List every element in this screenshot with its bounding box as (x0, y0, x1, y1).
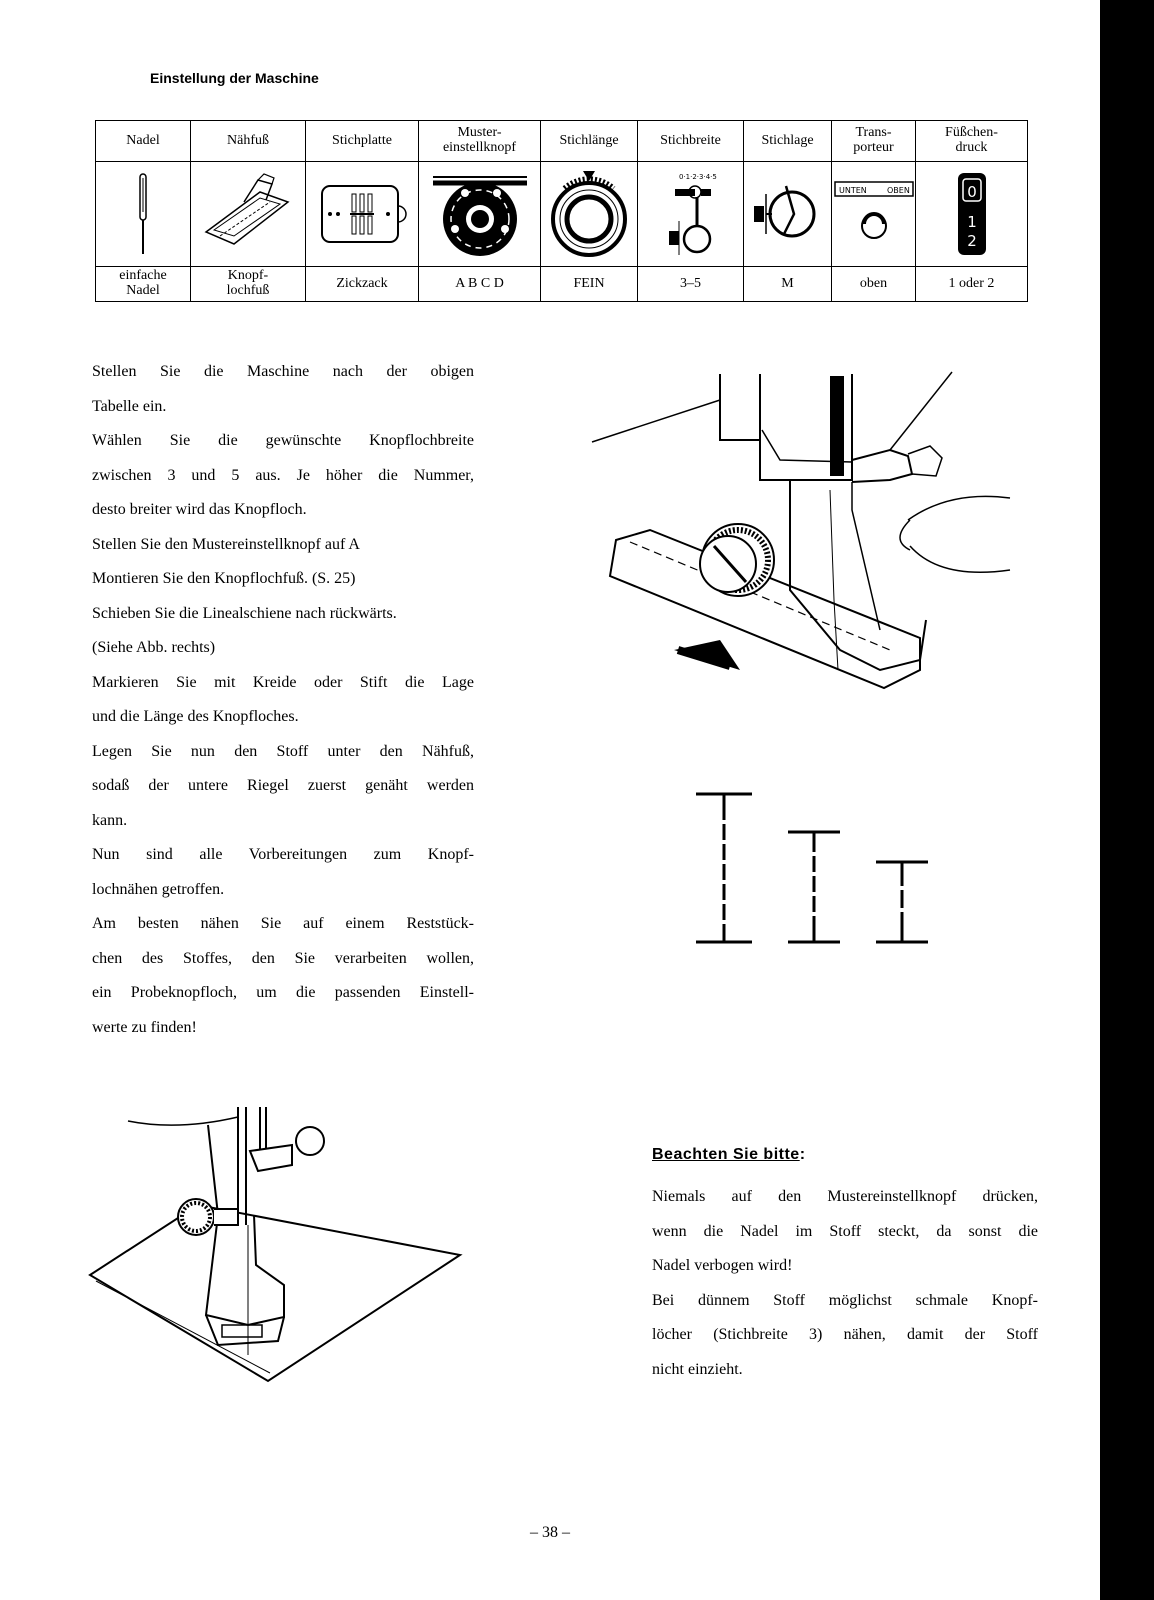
value-stichlage: M (781, 275, 794, 291)
instruction-line: Am besten nähen Sie auf einem Reststück- (92, 915, 474, 932)
table-value-row (96, 267, 1028, 302)
icon-cell (744, 162, 832, 267)
pressure-zero: 0 (966, 183, 977, 201)
zigzag-plate-icon (316, 182, 408, 246)
buttonhole-foot-ruler-illustration (590, 370, 1030, 710)
buttonhole-markings-illustration (690, 790, 940, 960)
header-cell (306, 121, 419, 162)
value-stichbreite: 3–5 (680, 275, 701, 291)
note-line: Bei dünnem Stoff möglichst schmale Knopf- (652, 1291, 1038, 1309)
instruction-line: lochnähen getroffen. (92, 880, 225, 898)
instruction-line: Stellen Sie die Maschine nach der obigen (92, 363, 474, 380)
feed-dog-label-unten: UNTEN (838, 186, 867, 195)
instruction-line: Legen Sie nun den Stoff unter den Nähfuß, (92, 742, 474, 760)
icon-cell (191, 162, 306, 267)
instruction-line: Montieren Sie den Knopflochfuß. (S. 25) (92, 570, 356, 587)
header-stichlage: Stichlage (761, 132, 814, 148)
note-body (652, 1180, 1038, 1387)
settings-table (95, 120, 1028, 302)
instruction-line: sodaß der untere Riegel zuerst genäht werden (92, 777, 474, 794)
stitch-width-lever-icon (645, 169, 737, 259)
instruction-line: chen des Stoffes, den Sie verarbeiten wollen, (92, 949, 474, 967)
value-cell (419, 267, 541, 302)
header-nadel: Nadel (126, 132, 160, 148)
page-number: – 38 – (530, 1524, 570, 1541)
value-cell (96, 267, 191, 302)
instruction-line: und die Länge des Knopfloches. (92, 708, 299, 725)
header-cell (638, 121, 744, 162)
value-cell (832, 267, 916, 302)
needle-position-lever-icon (746, 174, 830, 254)
presser-pressure-icon (952, 169, 992, 259)
note-title (652, 1146, 806, 1164)
header-stichlaenge: Stichlänge (559, 132, 619, 148)
instruction-line: (Siehe Abb. rechts) (92, 639, 216, 656)
value-stichlaenge: FEIN (573, 275, 605, 291)
note-line: nicht einzieht. (652, 1360, 743, 1378)
header-mustereinstellknopf: Muster- einstellknopf (442, 125, 517, 155)
note-title-text: Beachten Sie bitte (652, 1146, 800, 1163)
instruction-line: Nun sind alle Vorbereitungen zum Knopf- (92, 846, 474, 863)
value-stichplatte: Zickzack (336, 275, 388, 291)
instruction-line: ein Probeknopfloch, um die passenden Einstell- (92, 984, 474, 1001)
header-stichplatte: Stichplatte (332, 132, 392, 148)
instruction-line: Wählen Sie die gewünschte Knopflochbreite (92, 432, 474, 449)
header-transporteur: Trans- porteur (853, 125, 894, 155)
stitch-length-dial-icon (545, 169, 633, 259)
value-fuesschendruck: 1 oder 2 (948, 275, 995, 291)
scan-edge-bar (1100, 0, 1154, 1600)
icon-cell (832, 162, 916, 267)
instruction-line: Markieren Sie mit Kreide oder Stift die Lage (92, 673, 474, 691)
icon-cell (541, 162, 638, 267)
instruction-line: Schieben Sie die Linealschiene nach rückwärts. (92, 604, 397, 622)
header-cell (191, 121, 306, 162)
value-nadel: einfache Nadel (119, 268, 167, 298)
header-cell (541, 121, 638, 162)
value-cell (191, 267, 306, 302)
header-naehfuss: Nähfuß (227, 132, 269, 148)
note-line: Niemals auf den Mustereinstellknopf drücken, (652, 1188, 1038, 1205)
note-title-colon: : (799, 1146, 806, 1163)
pressure-two: 2 (966, 232, 977, 250)
value-mustereinstellknopf: A B C D (455, 275, 504, 291)
value-transporteur: oben (859, 275, 888, 291)
value-cell (744, 267, 832, 302)
feed-dog-knob-icon (833, 174, 915, 254)
icon-cell (96, 162, 191, 267)
feed-dog-label-oben: OBEN (886, 186, 910, 195)
instruction-line: Tabelle ein. (92, 397, 167, 415)
instruction-line: Stellen Sie den Mustereinstellknopf auf A (92, 535, 360, 553)
value-cell (306, 267, 419, 302)
header-cell (916, 121, 1028, 162)
header-cell (744, 121, 832, 162)
instruction-line: zwischen 3 und 5 aus. Je höher die Nummer, (92, 466, 474, 484)
icon-cell (419, 162, 541, 267)
icon-cell (638, 162, 744, 267)
value-cell (638, 267, 744, 302)
note-line: löcher (Stichbreite 3) nähen, damit der Stoff (652, 1326, 1038, 1343)
presser-foot-on-fabric-illustration (88, 1105, 468, 1385)
stitch-width-scale-label: 0·1·2·3·4·5 (678, 173, 717, 181)
icon-cell (306, 162, 419, 267)
table-icon-row (96, 162, 1028, 267)
needle-icon (133, 172, 153, 256)
note-line: Nadel verbogen wird! (652, 1257, 793, 1274)
instruction-line: desto breiter wird das Knopfloch. (92, 501, 307, 518)
header-cell (96, 121, 191, 162)
header-cell (832, 121, 916, 162)
pressure-one: 1 (966, 213, 977, 231)
value-cell (916, 267, 1028, 302)
value-cell (541, 267, 638, 302)
value-naehfuss: Knopf- lochfuß (226, 268, 270, 298)
pattern-knob-icon (425, 169, 535, 259)
buttonhole-foot-icon (200, 172, 296, 256)
table-header-row (96, 121, 1028, 162)
header-fuesschendruck: Füßchen- druck (945, 125, 998, 155)
instructions-text (92, 355, 474, 1045)
instruction-line: kann. (92, 811, 128, 829)
header-cell (419, 121, 541, 162)
icon-cell (916, 162, 1028, 267)
section-title: Einstellung der Maschine (150, 70, 319, 86)
note-line: wenn die Nadel im Stoff steckt, da sonst die (652, 1222, 1038, 1240)
instruction-line: werte zu finden! (92, 1018, 197, 1036)
header-stichbreite: Stichbreite (660, 132, 721, 148)
